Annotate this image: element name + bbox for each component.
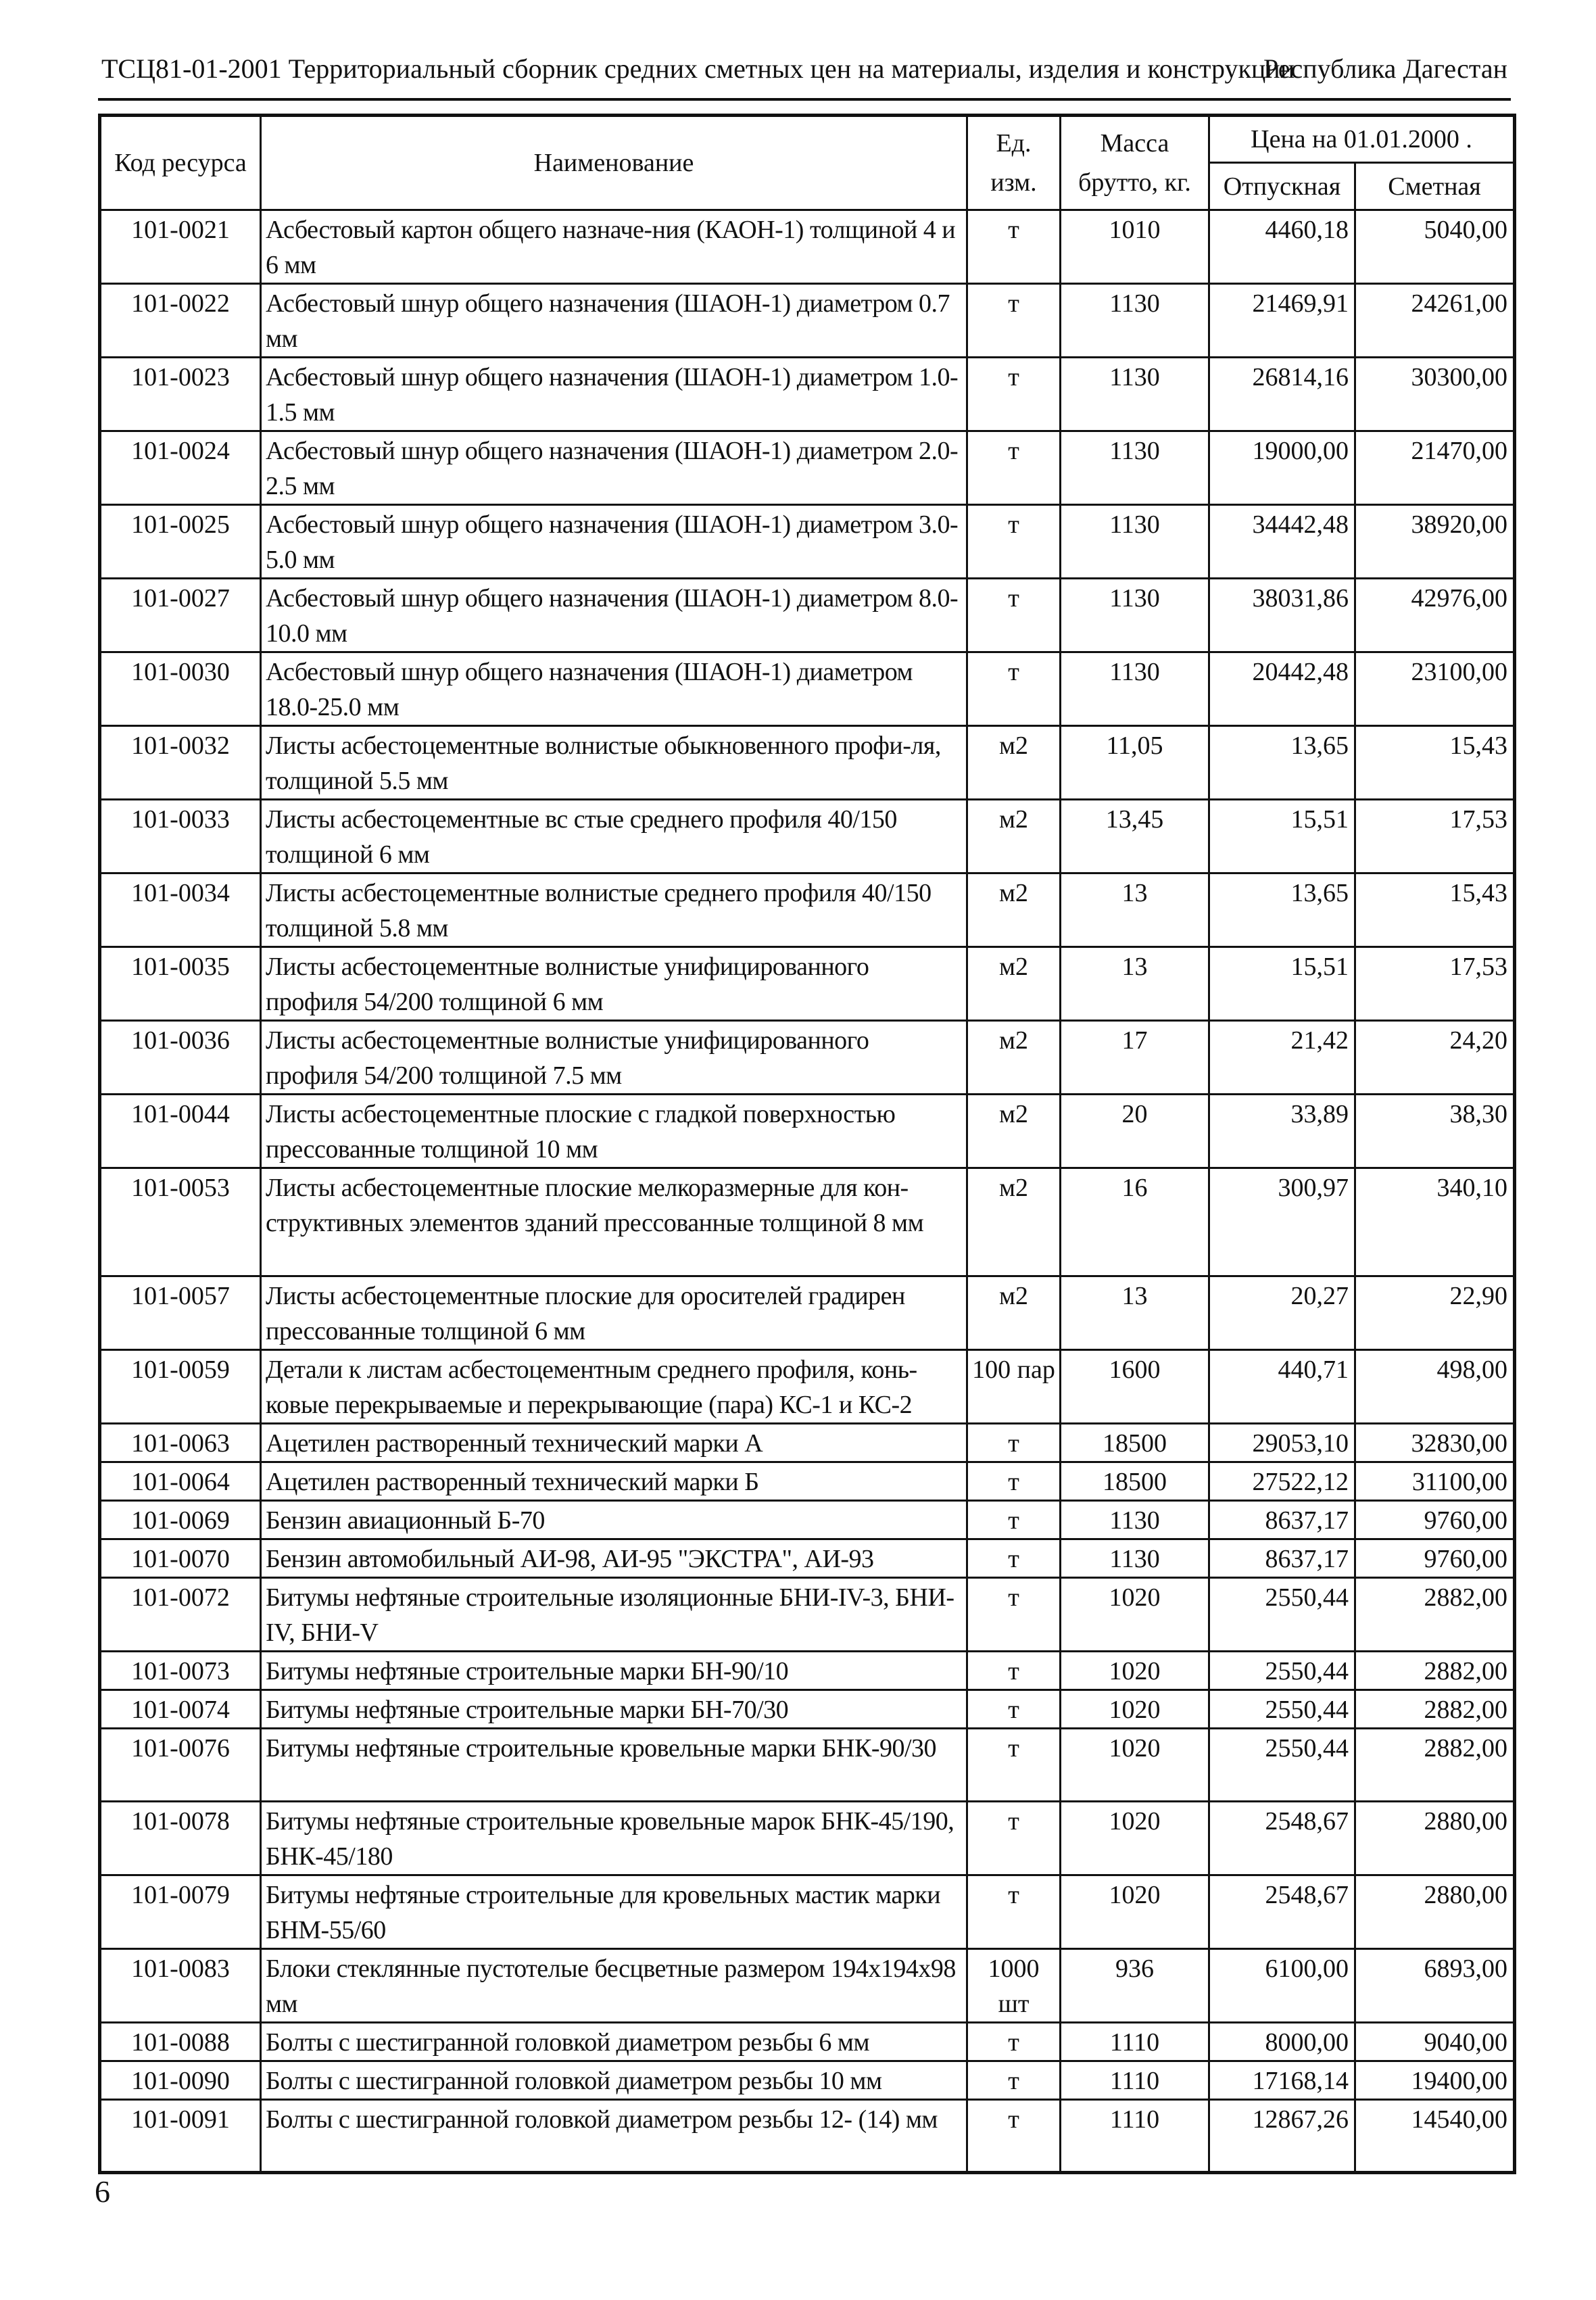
resource-code-cell: 101-0064 xyxy=(100,1462,261,1501)
mass-cell: 18500 xyxy=(1061,1424,1209,1462)
resource-name-cell: Болты с шестигранной головкой диаметром резьбы 6 мм xyxy=(261,2023,967,2061)
estimate-price-cell: 21470,00 xyxy=(1355,431,1515,505)
table-row xyxy=(100,1424,1515,1462)
resource-name-cell: Асбестовый шнур общего назначения (ШАОН-1) диаметром 18.0-25.0 мм xyxy=(261,652,967,726)
price-table xyxy=(98,114,1516,2174)
resource-name-cell: Детали к листам асбестоцементным среднего профиля, конь-ковые перекрываемые и перекрывающие (пара) КС-1 и КС-2 xyxy=(261,1350,967,1424)
mass-cell: 20 xyxy=(1061,1095,1209,1168)
estimate-price-cell: 340,10 xyxy=(1355,1168,1515,1276)
resource-code-cell: 101-0025 xyxy=(100,505,261,579)
table-row xyxy=(100,1652,1515,1690)
estimate-price-cell: 32830,00 xyxy=(1355,1424,1515,1462)
release-price-cell: 2550,44 xyxy=(1209,1652,1355,1690)
unit-cell: т xyxy=(967,431,1061,505)
mass-cell: 1020 xyxy=(1061,1578,1209,1652)
table-row xyxy=(100,873,1515,947)
resource-code-cell: 101-0078 xyxy=(100,1802,261,1875)
resource-name-cell: Битумы нефтяные строительные кровельные марки БНК-90/30 xyxy=(261,1729,967,1802)
release-price-cell: 38031,86 xyxy=(1209,579,1355,652)
column-header-mass: Масса брутто, кг. xyxy=(1061,116,1209,210)
estimate-price-cell: 2882,00 xyxy=(1355,1729,1515,1802)
table-row xyxy=(100,1875,1515,1949)
release-price-cell: 27522,12 xyxy=(1209,1462,1355,1501)
page-number: 6 xyxy=(95,2174,110,2209)
table-row xyxy=(100,1501,1515,1539)
release-price-cell: 21,42 xyxy=(1209,1021,1355,1095)
unit-cell: т xyxy=(967,1539,1061,1578)
table-row xyxy=(100,1539,1515,1578)
price-table-container xyxy=(98,114,1513,2174)
estimate-price-cell: 38920,00 xyxy=(1355,505,1515,579)
unit-cell: м2 xyxy=(967,1095,1061,1168)
resource-code-cell: 101-0063 xyxy=(100,1424,261,1462)
estimate-price-cell: 14540,00 xyxy=(1355,2100,1515,2173)
resource-code-cell: 101-0073 xyxy=(100,1652,261,1690)
release-price-cell: 2550,44 xyxy=(1209,1690,1355,1729)
release-price-cell: 8000,00 xyxy=(1209,2023,1355,2061)
resource-name-cell: Бензин авиационный Б-70 xyxy=(261,1501,967,1539)
mass-cell: 13 xyxy=(1061,947,1209,1021)
estimate-price-cell: 17,53 xyxy=(1355,800,1515,873)
estimate-price-cell: 30300,00 xyxy=(1355,358,1515,431)
table-row xyxy=(100,1095,1515,1168)
unit-cell: т xyxy=(967,2100,1061,2173)
resource-name-cell: Асбестовый шнур общего назначения (ШАОН-1) диаметром 2.0-2.5 мм xyxy=(261,431,967,505)
resource-code-cell: 101-0059 xyxy=(100,1350,261,1424)
resource-name-cell: Асбестовый шнур общего назначения (ШАОН-1) диаметром 3.0-5.0 мм xyxy=(261,505,967,579)
table-row xyxy=(100,1168,1515,1276)
column-header-unit: Ед. изм. xyxy=(967,116,1061,210)
unit-cell: т xyxy=(967,652,1061,726)
table-row xyxy=(100,652,1515,726)
estimate-price-cell: 17,53 xyxy=(1355,947,1515,1021)
resource-code-cell: 101-0070 xyxy=(100,1539,261,1578)
table-row xyxy=(100,2061,1515,2100)
column-header-release-price: Отпускная xyxy=(1209,163,1355,210)
estimate-price-cell: 22,90 xyxy=(1355,1276,1515,1350)
table-row xyxy=(100,1021,1515,1095)
release-price-cell: 8637,17 xyxy=(1209,1501,1355,1539)
mass-cell: 1600 xyxy=(1061,1350,1209,1424)
resource-name-cell: Асбестовый шнур общего назначения (ШАОН-1) диаметром 8.0-10.0 мм xyxy=(261,579,967,652)
estimate-price-cell: 6893,00 xyxy=(1355,1949,1515,2023)
mass-cell: 1010 xyxy=(1061,210,1209,284)
mass-cell: 1130 xyxy=(1061,284,1209,358)
table-row xyxy=(100,579,1515,652)
resource-name-cell: Асбестовый картон общего назначе-ния (КАОН-1) толщиной 4 и 6 мм xyxy=(261,210,967,284)
resource-name-cell: Битумы нефтяные строительные изоляционные БНИ-IV-3, БНИ-IV, БНИ-V xyxy=(261,1578,967,1652)
estimate-price-cell: 2882,00 xyxy=(1355,1578,1515,1652)
table-row xyxy=(100,726,1515,800)
estimate-price-cell: 2882,00 xyxy=(1355,1690,1515,1729)
resource-name-cell: Блоки стеклянные пустотелые бесцветные размером 194x194x98 мм xyxy=(261,1949,967,2023)
column-header-name: Наименование xyxy=(261,116,967,210)
release-price-cell: 13,65 xyxy=(1209,726,1355,800)
resource-code-cell: 101-0023 xyxy=(100,358,261,431)
column-header-price-group: Цена на 01.01.2000 . xyxy=(1209,116,1515,163)
column-header-estimate-price: Сметная xyxy=(1355,163,1515,210)
mass-cell: 1020 xyxy=(1061,1875,1209,1949)
release-price-cell: 2548,67 xyxy=(1209,1802,1355,1875)
unit-cell: т xyxy=(967,1462,1061,1501)
release-price-cell: 2550,44 xyxy=(1209,1578,1355,1652)
resource-code-cell: 101-0032 xyxy=(100,726,261,800)
table-row xyxy=(100,1690,1515,1729)
resource-name-cell: Болты с шестигранной головкой диаметром резьбы 12- (14) мм xyxy=(261,2100,967,2173)
table-row xyxy=(100,1350,1515,1424)
estimate-price-cell: 2880,00 xyxy=(1355,1802,1515,1875)
resource-name-cell: Битумы нефтяные строительные кровельные марок БНК-45/190, БНК-45/180 xyxy=(261,1802,967,1875)
release-price-cell: 300,97 xyxy=(1209,1168,1355,1276)
resource-name-cell: Листы асбестоцементные вс стые среднего профиля 40/150 толщиной 6 мм xyxy=(261,800,967,873)
release-price-cell: 4460,18 xyxy=(1209,210,1355,284)
unit-cell: 1000 шт xyxy=(967,1949,1061,2023)
mass-cell: 1130 xyxy=(1061,1539,1209,1578)
table-row xyxy=(100,1276,1515,1350)
table-row xyxy=(100,1578,1515,1652)
mass-cell: 1020 xyxy=(1061,1652,1209,1690)
resource-code-cell: 101-0021 xyxy=(100,210,261,284)
resource-code-cell: 101-0036 xyxy=(100,1021,261,1095)
unit-cell: т xyxy=(967,284,1061,358)
unit-cell: т xyxy=(967,358,1061,431)
release-price-cell: 440,71 xyxy=(1209,1350,1355,1424)
mass-cell: 1020 xyxy=(1061,1729,1209,1802)
table-row xyxy=(100,1729,1515,1802)
resource-code-cell: 101-0034 xyxy=(100,873,261,947)
resource-name-cell: Листы асбестоцементные волнистые обыкновенного профи-ля, толщиной 5.5 мм xyxy=(261,726,967,800)
estimate-price-cell: 42976,00 xyxy=(1355,579,1515,652)
resource-name-cell: Битумы нефтяные строительные марки БН-70/30 xyxy=(261,1690,967,1729)
table-row xyxy=(100,505,1515,579)
mass-cell: 1020 xyxy=(1061,1690,1209,1729)
estimate-price-cell: 2882,00 xyxy=(1355,1652,1515,1690)
unit-cell: м2 xyxy=(967,726,1061,800)
resource-code-cell: 101-0072 xyxy=(100,1578,261,1652)
unit-cell: м2 xyxy=(967,800,1061,873)
unit-cell: т xyxy=(967,210,1061,284)
resource-name-cell: Листы асбестоцементные волнистые среднего профиля 40/150 толщиной 5.8 мм xyxy=(261,873,967,947)
table-row xyxy=(100,1462,1515,1501)
release-price-cell: 20,27 xyxy=(1209,1276,1355,1350)
unit-cell: т xyxy=(967,1424,1061,1462)
unit-cell: т xyxy=(967,505,1061,579)
unit-cell: м2 xyxy=(967,947,1061,1021)
table-row xyxy=(100,2100,1515,2173)
mass-cell: 1130 xyxy=(1061,505,1209,579)
release-price-cell: 33,89 xyxy=(1209,1095,1355,1168)
resource-code-cell: 101-0027 xyxy=(100,579,261,652)
resource-code-cell: 101-0030 xyxy=(100,652,261,726)
release-price-cell: 26814,16 xyxy=(1209,358,1355,431)
unit-cell: т xyxy=(967,2061,1061,2100)
mass-cell: 936 xyxy=(1061,1949,1209,2023)
resource-code-cell: 101-0088 xyxy=(100,2023,261,2061)
resource-code-cell: 101-0069 xyxy=(100,1501,261,1539)
resource-code-cell: 101-0083 xyxy=(100,1949,261,2023)
release-price-cell: 8637,17 xyxy=(1209,1539,1355,1578)
region-name: Республика Дагестан xyxy=(1263,53,1507,84)
table-row xyxy=(100,2023,1515,2061)
estimate-price-cell: 5040,00 xyxy=(1355,210,1515,284)
estimate-price-cell: 38,30 xyxy=(1355,1095,1515,1168)
release-price-cell: 13,65 xyxy=(1209,873,1355,947)
table-row xyxy=(100,284,1515,358)
estimate-price-cell: 19400,00 xyxy=(1355,2061,1515,2100)
estimate-price-cell: 9040,00 xyxy=(1355,2023,1515,2061)
resource-code-cell: 101-0076 xyxy=(100,1729,261,1802)
unit-cell: т xyxy=(967,1578,1061,1652)
unit-cell: м2 xyxy=(967,873,1061,947)
resource-code-cell: 101-0074 xyxy=(100,1690,261,1729)
resource-code-cell: 101-0057 xyxy=(100,1276,261,1350)
resource-name-cell: Листы асбестоцементные волнистые унифицированного профиля 54/200 толщиной 6 мм xyxy=(261,947,967,1021)
table-row xyxy=(100,800,1515,873)
unit-cell: м2 xyxy=(967,1276,1061,1350)
unit-cell: 100 пар xyxy=(967,1350,1061,1424)
unit-cell: т xyxy=(967,1729,1061,1802)
estimate-price-cell: 15,43 xyxy=(1355,726,1515,800)
resource-code-cell: 101-0091 xyxy=(100,2100,261,2173)
resource-name-cell: Листы асбестоцементные плоские для оросителей градирен прессованные толщиной 6 мм xyxy=(261,1276,967,1350)
estimate-price-cell: 31100,00 xyxy=(1355,1462,1515,1501)
collection-title: ТСЦ81-01-2001 Территориальный сборник средних сметных цен на материалы, изделия и конструкции xyxy=(101,53,1295,84)
mass-cell: 1020 xyxy=(1061,1802,1209,1875)
release-price-cell: 29053,10 xyxy=(1209,1424,1355,1462)
resource-name-cell: Листы асбестоцементные волнистые унифицированного профиля 54/200 толщиной 7.5 мм xyxy=(261,1021,967,1095)
release-price-cell: 2548,67 xyxy=(1209,1875,1355,1949)
resource-name-cell: Бензин автомобильный АИ-98, АИ-95 "ЭКСТРА", АИ-93 xyxy=(261,1539,967,1578)
mass-cell: 1130 xyxy=(1061,431,1209,505)
resource-name-cell: Битумы нефтяные строительные марки БН-90/10 xyxy=(261,1652,967,1690)
table-body xyxy=(100,210,1515,2173)
estimate-price-cell: 2880,00 xyxy=(1355,1875,1515,1949)
release-price-cell: 20442,48 xyxy=(1209,652,1355,726)
table-header xyxy=(100,116,1515,210)
release-price-cell: 15,51 xyxy=(1209,800,1355,873)
resource-code-cell: 101-0090 xyxy=(100,2061,261,2100)
header-divider xyxy=(98,98,1511,101)
mass-cell: 1130 xyxy=(1061,358,1209,431)
table-row xyxy=(100,358,1515,431)
unit-cell: т xyxy=(967,1501,1061,1539)
unit-cell: т xyxy=(967,2023,1061,2061)
resource-code-cell: 101-0044 xyxy=(100,1095,261,1168)
resource-name-cell: Ацетилен растворенный технический марки Б xyxy=(261,1462,967,1501)
resource-name-cell: Асбестовый шнур общего назначения (ШАОН-1) диаметром 1.0-1.5 мм xyxy=(261,358,967,431)
resource-name-cell: Ацетилен растворенный технический марки А xyxy=(261,1424,967,1462)
table-row xyxy=(100,210,1515,284)
mass-cell: 1130 xyxy=(1061,652,1209,726)
release-price-cell: 2550,44 xyxy=(1209,1729,1355,1802)
mass-cell: 13 xyxy=(1061,873,1209,947)
mass-cell: 11,05 xyxy=(1061,726,1209,800)
mass-cell: 1130 xyxy=(1061,1501,1209,1539)
estimate-price-cell: 15,43 xyxy=(1355,873,1515,947)
release-price-cell: 17168,14 xyxy=(1209,2061,1355,2100)
estimate-price-cell: 24261,00 xyxy=(1355,284,1515,358)
resource-name-cell: Битумы нефтяные строительные для кровельных мастик марки БНМ-55/60 xyxy=(261,1875,967,1949)
release-price-cell: 12867,26 xyxy=(1209,2100,1355,2173)
resource-name-cell: Асбестовый шнур общего назначения (ШАОН-1) диаметром 0.7 мм xyxy=(261,284,967,358)
unit-cell: т xyxy=(967,579,1061,652)
estimate-price-cell: 498,00 xyxy=(1355,1350,1515,1424)
table-row xyxy=(100,1802,1515,1875)
mass-cell: 1110 xyxy=(1061,2100,1209,2173)
resource-code-cell: 101-0024 xyxy=(100,431,261,505)
estimate-price-cell: 9760,00 xyxy=(1355,1539,1515,1578)
mass-cell: 13 xyxy=(1061,1276,1209,1350)
mass-cell: 1110 xyxy=(1061,2061,1209,2100)
table-row xyxy=(100,1949,1515,2023)
unit-cell: м2 xyxy=(967,1021,1061,1095)
unit-cell: т xyxy=(967,1652,1061,1690)
estimate-price-cell: 24,20 xyxy=(1355,1021,1515,1095)
resource-code-cell: 101-0022 xyxy=(100,284,261,358)
page-header xyxy=(101,53,1507,93)
resource-name-cell: Листы асбестоцементные плоские с гладкой поверхностью прессованные толщиной 10 мм xyxy=(261,1095,967,1168)
estimate-price-cell: 9760,00 xyxy=(1355,1501,1515,1539)
resource-code-cell: 101-0035 xyxy=(100,947,261,1021)
release-price-cell: 19000,00 xyxy=(1209,431,1355,505)
mass-cell: 1130 xyxy=(1061,579,1209,652)
mass-cell: 13,45 xyxy=(1061,800,1209,873)
resource-code-cell: 101-0053 xyxy=(100,1168,261,1276)
mass-cell: 17 xyxy=(1061,1021,1209,1095)
release-price-cell: 6100,00 xyxy=(1209,1949,1355,2023)
release-price-cell: 21469,91 xyxy=(1209,284,1355,358)
resource-code-cell: 101-0079 xyxy=(100,1875,261,1949)
mass-cell: 16 xyxy=(1061,1168,1209,1276)
unit-cell: м2 xyxy=(967,1168,1061,1276)
table-row xyxy=(100,947,1515,1021)
resource-code-cell: 101-0033 xyxy=(100,800,261,873)
unit-cell: т xyxy=(967,1802,1061,1875)
mass-cell: 18500 xyxy=(1061,1462,1209,1501)
estimate-price-cell: 23100,00 xyxy=(1355,652,1515,726)
unit-cell: т xyxy=(967,1875,1061,1949)
resource-name-cell: Болты с шестигранной головкой диаметром резьбы 10 мм xyxy=(261,2061,967,2100)
unit-cell: т xyxy=(967,1690,1061,1729)
resource-name-cell: Листы асбестоцементные плоские мелкоразмерные для кон-структивных элементов зданий прессованные толщиной 8 мм xyxy=(261,1168,967,1276)
release-price-cell: 15,51 xyxy=(1209,947,1355,1021)
mass-cell: 1110 xyxy=(1061,2023,1209,2061)
release-price-cell: 34442,48 xyxy=(1209,505,1355,579)
column-header-code: Код ресурса xyxy=(100,116,261,210)
table-row xyxy=(100,431,1515,505)
